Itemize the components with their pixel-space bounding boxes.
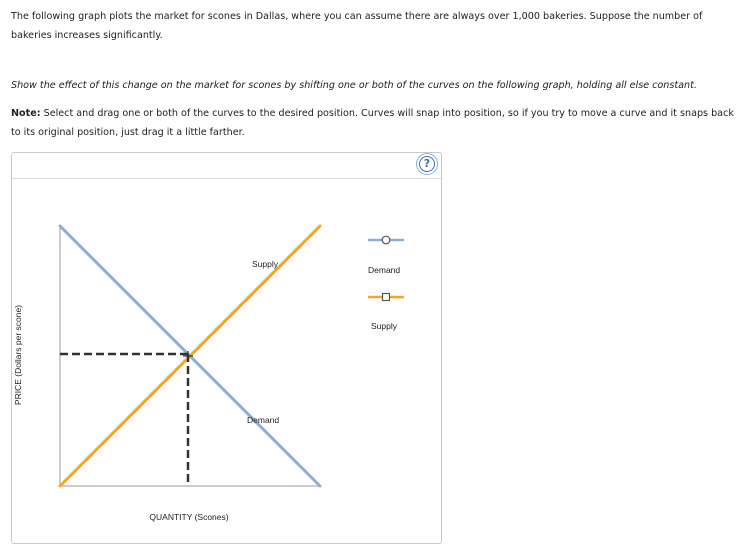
demand-curve-label: Demand — [247, 415, 280, 425]
question-instruction: Show the effect of this change on the market for scones by shifting one or both of the curves on the following graph, holding all else constant. — [11, 80, 697, 91]
help-icon[interactable]: ? — [419, 156, 435, 172]
note-label: Note: — [11, 108, 41, 119]
legend-demand-label: Demand — [368, 265, 401, 275]
x-axis-label: QUANTITY (Scones) — [149, 512, 229, 522]
legend-demand-tool[interactable] — [368, 236, 404, 244]
legend-supply-tool[interactable] — [368, 294, 404, 301]
supply-curve-label: Supply — [252, 259, 278, 269]
note-text: Select and drag one or both of the curves to the desired position. Curves will snap into position, so if you try to move a curve and it snaps back to its original position, just drag it a little farther. — [11, 108, 734, 138]
question-intro: The following graph plots the market for scones in Dallas, where you can assume there are always over 1,000 bakeries. Suppose the number of bakeries increases significantly. — [11, 11, 703, 41]
y-axis-label: PRICE (Dollars per scone) — [13, 304, 23, 406]
legend-supply-label: Supply — [371, 321, 397, 331]
